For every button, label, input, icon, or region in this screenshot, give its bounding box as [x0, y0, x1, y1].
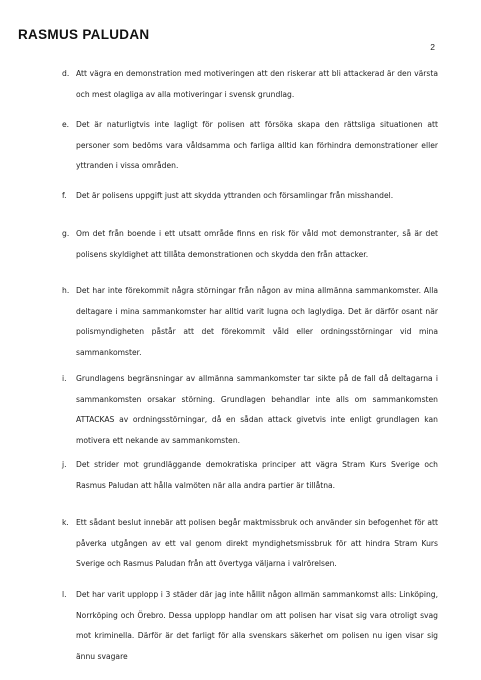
list-item-letter: h. — [62, 286, 70, 295]
list-item-text: Det har inte förekommit några störningar från någon av mina allmänna sammankomster. Alla deltagare i mina sammankomster har alltid varit lugna och laglydiga. Det är därför osant när polismyndigheten påstår att det förekommit våld eller ordningsstörningar vid mina sammankomster. — [76, 286, 438, 357]
list-item-text: Ett sådant beslut innebär att polisen begår maktmissbruk och använder sin befogenhet för att påverka utgången av ett val genom direkt myndighetsmissbruk för att hindra Stram Kurs Sverige och Rasmus Paludan från att övertyga väljarna i valrörelsen. — [76, 518, 438, 568]
list-item-letter: i. — [62, 374, 67, 383]
list-item-text: Grundlagens begränsningar av allmänna sammankomster tar sikte på de fall då deltagarna i sammankomsten orsakar störning. Grundlagen behandlar inte alls om sammankomsten ATTACKAS av ordningsstörningar, då en sådan attack givetvis inte enligt grundlagen kan motivera ett nekande av sammankomsten. — [76, 374, 438, 445]
document-header-title: RASMUS PALUDAN — [18, 27, 150, 42]
list-item-letter: d. — [62, 69, 70, 78]
list-item-text: Det är naturligtvis inte lagligt för polisen att försöka skapa den rättsliga situationen att personer som bedöms vara våldsamma och farliga alltid kan förhindra demonstrationer eller yttranden i vissa områden. — [76, 120, 438, 170]
list-item-text: Att vägra en demonstration med motiveringen att den riskerar att bli attackerad är den värsta och mest olagliga av alla motiveringar i svensk grundlag. — [76, 69, 438, 99]
list-item-text: Om det från boende i ett utsatt område finns en risk för våld mot demonstranter, så är det polisens skyldighet att tillåta demonstrationen och skydda den från attacker. — [76, 229, 438, 259]
list-item-text: Det har varit upplopp i 3 städer där jag inte hållit någon allmän sammankomst alls: Linköping, Norrköping och Örebro. Dessa upplopp handlar om att polisen har visat sig vara otroligt svag mot kriminella. Därför är det farligt för alla svenskars säkerhet om polisen nu igen visar sig ännu svagare — [76, 590, 438, 661]
list-item-letter: f. — [62, 191, 67, 200]
list-item-letter: k. — [62, 518, 69, 527]
list-item-text: Det strider mot grundläggande demokratiska principer att vägra Stram Kurs Sverige och Rasmus Paludan att hålla valmöten när alla andra partier är tillåtna. — [76, 460, 438, 490]
list-item-letter: l. — [62, 590, 67, 599]
list-item-letter: e. — [62, 120, 70, 129]
list-item-letter: g. — [62, 229, 70, 238]
list-item-letter: j. — [62, 460, 67, 469]
list-item-text: Det är polisens uppgift just att skydda yttranden och församlingar från misshandel. — [76, 191, 394, 200]
page-number: 2 — [430, 42, 435, 52]
